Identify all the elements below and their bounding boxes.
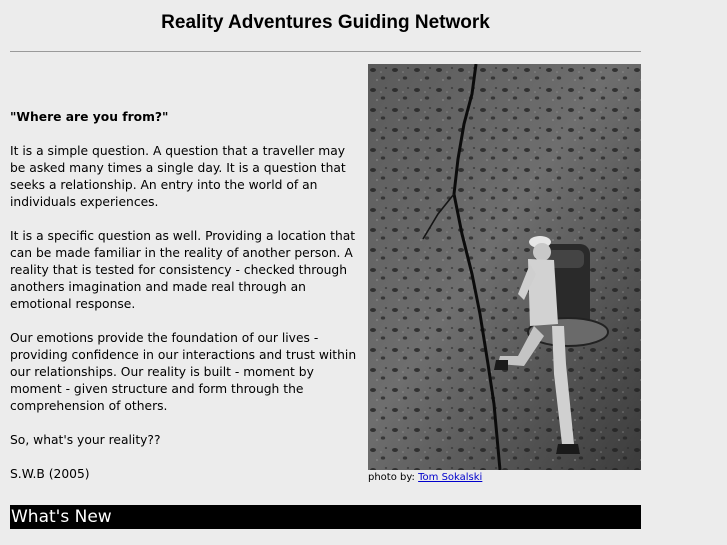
site-title: Reality Adventures Guiding Network [161,12,490,33]
whats-new-heading: What's New [10,505,641,529]
photo-caption [368,471,482,484]
climber-photo [368,64,641,470]
article-signature: S.W.B (2005) [10,467,90,481]
article-paragraph-4: So, what's your reality?? [10,433,161,447]
article-paragraph-3: Our emotions provide the foundation of our lives - providing confidence in our interactions and trust within our relationships. Our reality is built - moment by moment - given structure and form through the comprehension of others. [10,331,357,413]
article-paragraph-2: It is a specific question as well. Providing a location that can be made familiar in the reality of another person. A reality that is tested for consistency - checked through anothers imagination and made real through an emotional response. [10,229,356,311]
photographer-credit-link[interactable]: Tom Sokalski [418,472,483,483]
article-paragraph-1: It is a simple question. A question that a traveller may be asked many times a single day. It is a question that seeks a relationship. An entry into the world of an individuals experiences. [10,144,346,209]
photo-caption-prefix: photo by: [368,472,415,483]
article-heading: "Where are you from?" [10,110,169,124]
climber-photo-illustration [368,64,641,470]
article [10,109,362,500]
header-divider [10,51,641,52]
